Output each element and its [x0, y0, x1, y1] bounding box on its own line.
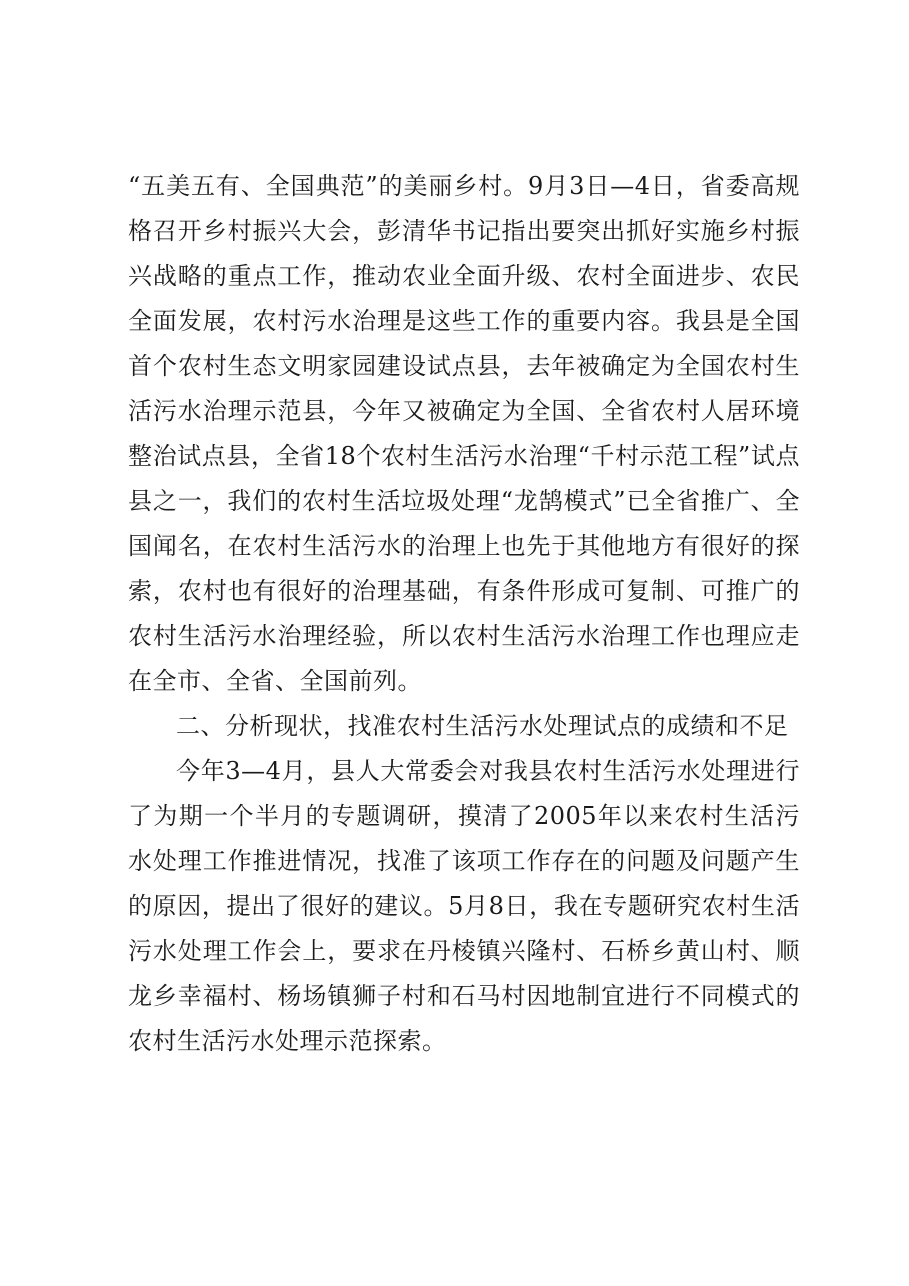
document-body	[128, 164, 800, 1064]
paragraph-continued: “五美五有、全国典范”的美丽乡村。9月3日—4日，省委高规格召开乡村振兴大会，彭清华书记指出要突出抓好实施乡村振兴战略的重点工作，推动农业全面升级、农村全面进步、农民全面发展，农村污水治理是这些工作的重要内容。我县是全国首个农村生态文明家园建设试点县，去年被确定为全国农村生活污水治理示范县，今年又被确定为全国、全省农村人居环境整治试点县，全省18个农村生活污水治理“千村示范工程”试点县之一，我们的农村生活垃圾处理“龙鹄模式”已全省推广、全国闻名，在农村生活污水的治理上也先于其他地方有很好的探索，农村也有很好的治理基础，有条件形成可复制、可推广的农村生活污水治理经验，所以农村生活污水治理工作也理应走在全市、全省、全国前列。	[128, 172, 800, 695]
paragraph-2: 今年3—4月，县人大常委会对我县农村生活污水处理进行了为期一个半月的专题调研，摸清了2005年以来农村生活污水处理工作推进情况，找准了该项工作存在的问题及问题产生的原因，提出了很好的建议。5月8日，我在专题研究农村生活污水处理工作会上，要求在丹棱镇兴隆村、石桥乡黄山村、顺龙乡幸福村、杨场镇狮子村和石马村因地制宜进行不同模式的农村生活污水处理示范探索。	[128, 757, 800, 1055]
section-heading: 二、分析现状，找准农村生活污水处理试点的成绩和不足	[176, 712, 789, 740]
